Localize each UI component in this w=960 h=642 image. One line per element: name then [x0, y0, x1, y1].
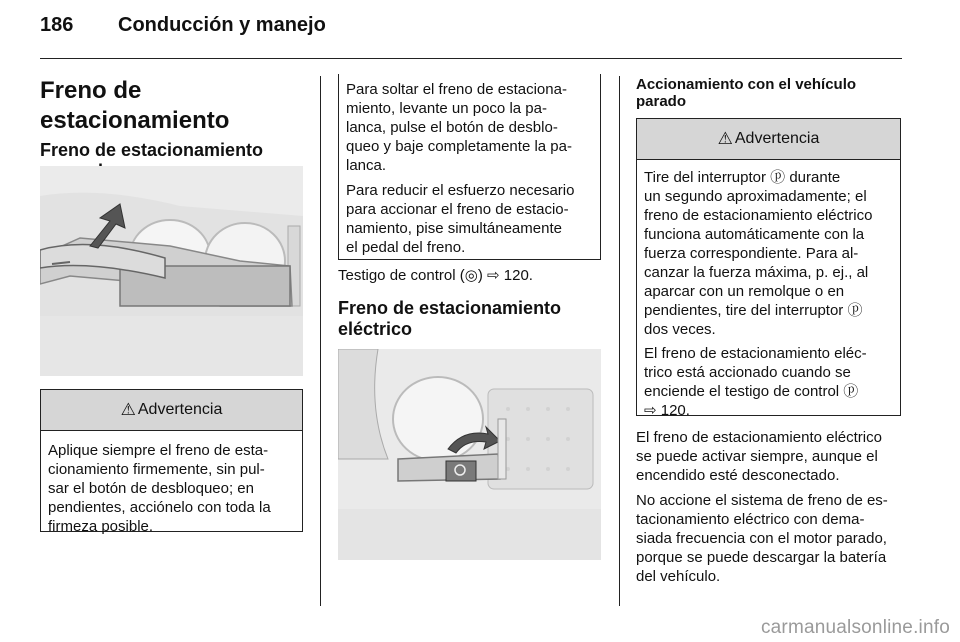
electric-brake-title: Freno de estacionamiento eléctrico	[338, 298, 562, 339]
page-number: 186	[40, 14, 74, 36]
watermark: carmanualsonline.info	[760, 617, 950, 638]
chapter-title: Conducción y manejo	[118, 14, 326, 36]
testigo-line: Testigo de control (◎) ⇨ 120.	[338, 267, 533, 284]
page-header	[40, 14, 326, 37]
column-3-title: Accionamiento con el vehículo parado	[636, 76, 857, 110]
section-title: Freno de estacionamiento	[40, 77, 230, 134]
warning-box-electric	[636, 118, 901, 419]
column-divider-1	[320, 76, 321, 606]
brake-warning-icon: (◎)	[459, 267, 483, 284]
warning-header	[41, 390, 302, 431]
subsection-title: Freno de estacionamiento	[40, 140, 264, 160]
page-ref-link[interactable]: 120.	[503, 267, 533, 284]
warning-box-manual	[40, 389, 303, 535]
column-divider-2	[619, 76, 620, 606]
electric-brake-info: El freno de estacionamiento eléctrico se puede activar siempre, aunque el encendido esté desconectado. No accione el sistema de freno de es- tacionamiento eléctrico con dema- siada frecuencia con el motor parado, porque se puede descargar la batería del vehículo.	[636, 429, 888, 585]
header-rule	[40, 58, 902, 59]
warning-triangle-icon: ⚠	[717, 129, 733, 148]
warning-triangle-icon: ⚠	[120, 400, 136, 419]
manual-parking-brake-figure	[40, 166, 303, 376]
warning-text: Aplique siempre el freno de esta- cionamiento firmemente, sin pul- sar el botón de desbloqueo; en pendientes, acciónelo con toda la firmeza posible.	[48, 442, 271, 535]
electric-parking-brake-figure	[338, 349, 601, 560]
warning-title: Advertencia	[734, 130, 820, 147]
warning-title: Advertencia	[137, 401, 223, 418]
warning-text: Tire del interruptor ⓟ durante un segundo aproximadamente; el freno de estacionamiento eléctrico funciona automáticamente con la fuerza correspondiente. Para al- canzar la fuerza máxima, p. ej., al aparcar con un remolque o en pendientes, tire del interruptor ⓟ dos veces. El freno de estacionamiento eléc- trico está accionado cuando se enciende el testigo de control ⓟ ⇨ 120.	[644, 169, 873, 419]
warning-header	[637, 119, 900, 160]
page-ref-icon: ⇨	[487, 267, 500, 284]
release-instructions-box: Para soltar el freno de estaciona- miento, levante un poco la pa- lanca, pulse el botón de desblo- queo y baje completamente la pa- lanca. Para reducir el esfuerzo necesario para accionar el freno de estacio- namiento, pise simultáneamente el pedal del freno.	[338, 74, 601, 260]
